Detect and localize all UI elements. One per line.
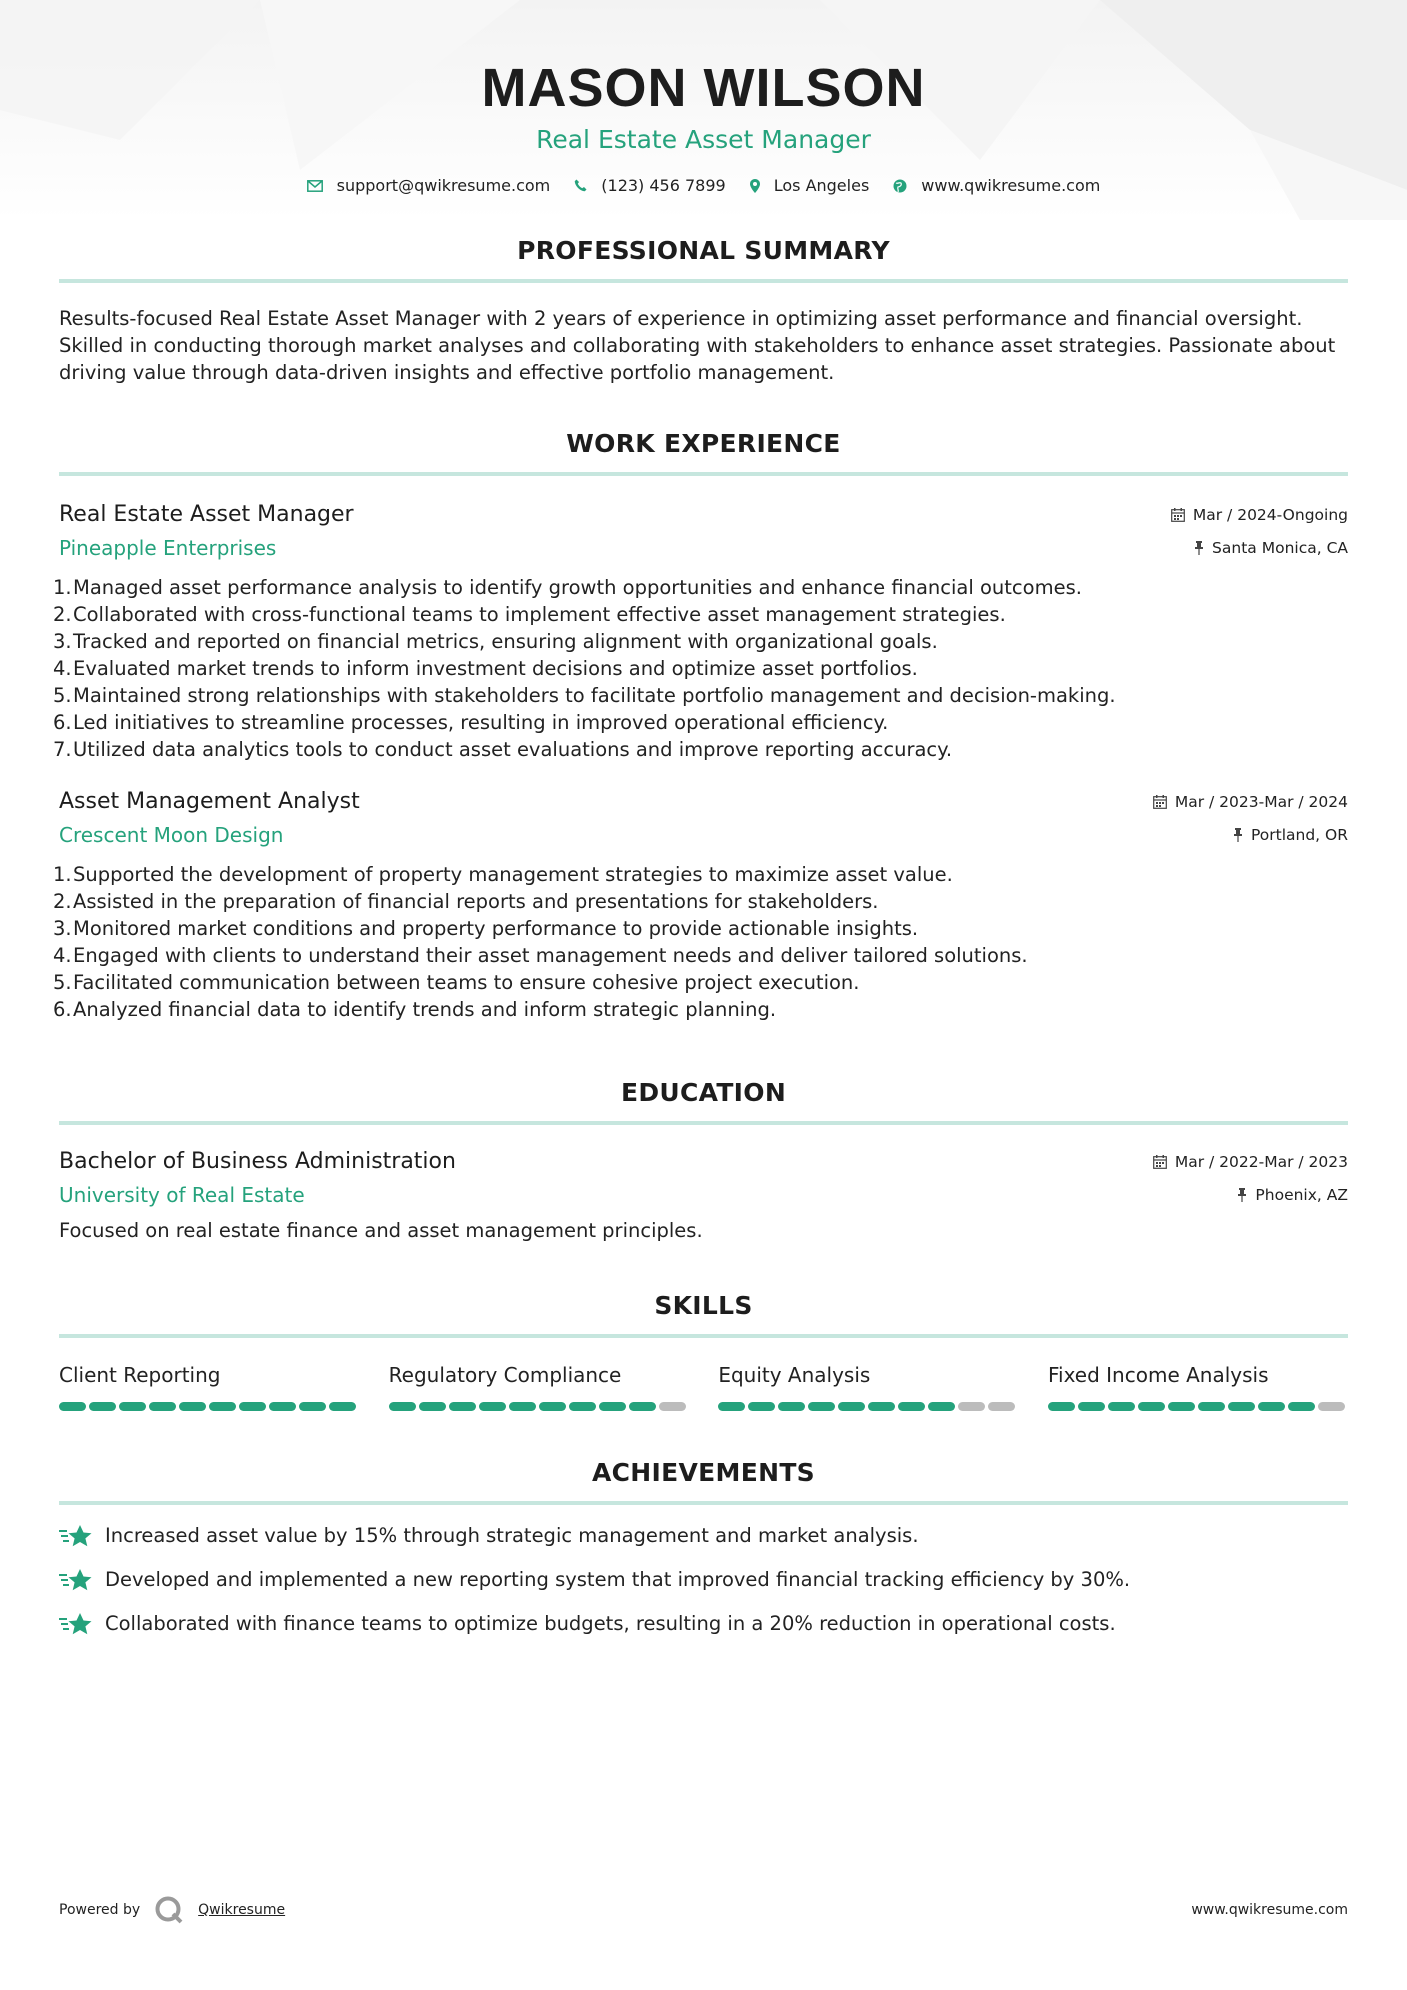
pushpin-icon (1237, 1188, 1247, 1202)
section-title-education: EDUCATION (620, 1078, 787, 1107)
job-dates: Mar / 2024-Ongoing (1171, 504, 1348, 526)
skill-dot-filled (569, 1402, 596, 1411)
list-item: 1. Supported the development of property management strategies to maximize asset value. (53, 863, 953, 886)
skill-dot-filled (1258, 1402, 1285, 1411)
section-divider (59, 1501, 1348, 1505)
skill-dot-filled (1078, 1402, 1105, 1411)
skill-dot-filled (389, 1402, 416, 1411)
education-location: Phoenix, AZ (1237, 1184, 1348, 1206)
summary-text: Results-focused Real Estate Asset Manager with 2 years of experience in optimizing asset performance and financial oversight. Skilled in conducting thorough market analyses and collaborating with stakeholders to enhance asset strategies. Passionate about driving value through data-driven insights and effective portfolio management. (59, 307, 1336, 384)
calendar-icon (1153, 1155, 1167, 1169)
section-divider (59, 1121, 1348, 1125)
skill-dot-filled (599, 1402, 626, 1411)
skill-dot-filled (1198, 1402, 1225, 1411)
company-name: Pineapple Enterprises (59, 536, 277, 560)
star-icon (59, 1567, 93, 1593)
skill-dot-empty (1318, 1402, 1345, 1411)
skill-level-meter (1048, 1402, 1348, 1411)
skill-name: Regulatory Compliance (388, 1363, 622, 1387)
list-item: 7. Utilized data analytics tools to conduct asset evaluations and improve reporting accuracy. (53, 738, 953, 761)
achievements-section (59, 1457, 1348, 1637)
section-divider (59, 279, 1348, 283)
skill-dot-filled (149, 1402, 176, 1411)
calendar-icon (1171, 508, 1185, 522)
list-item: 2. Collaborated with cross-functional teams to implement effective asset management strategies. (53, 603, 1006, 626)
list-item: 3. Tracked and reported on financial metrics, ensuring alignment with organizational goals. (53, 630, 938, 653)
skill-dot-filled (449, 1402, 476, 1411)
experience-section (53, 428, 1348, 1023)
education-entry (59, 1147, 1348, 1244)
list-item: 4. Evaluated market trends to inform investment decisions and optimize asset portfolios. (53, 657, 918, 680)
skill-name: Fixed Income Analysis (1047, 1363, 1269, 1387)
pushpin-icon (1194, 541, 1204, 555)
section-title-summary: PROFESSIONAL SUMMARY (517, 236, 890, 265)
contact-website[interactable] (893, 176, 1100, 195)
achievement-item: Increased asset value by 15% through strategic management and market analysis. (59, 1523, 1348, 1549)
page-footer (59, 1895, 1348, 1925)
skill-dot-filled (838, 1402, 865, 1411)
job-title: Asset Management Analyst (59, 789, 360, 814)
powered-by: Powered by Qwikresume (59, 1895, 285, 1925)
skill-dot-filled (179, 1402, 206, 1411)
job-title: Real Estate Asset Manager (59, 502, 354, 527)
summary-section (59, 235, 1348, 386)
skill-dot-filled (59, 1402, 86, 1411)
resume-header (59, 0, 1348, 195)
skill-name: Equity Analysis (718, 1363, 871, 1387)
skill-dot-filled (119, 1402, 146, 1411)
skill-dot-filled (748, 1402, 775, 1411)
skill-dot-filled (1138, 1402, 1165, 1411)
section-title-experience: WORK EXPERIENCE (566, 429, 841, 458)
skill-dot-empty (988, 1402, 1015, 1411)
email-text: support@qwikresume.com (336, 176, 551, 195)
skill-dot-filled (479, 1402, 506, 1411)
job-dates: Mar / 2023-Mar / 2024 (1153, 791, 1348, 813)
section-divider (59, 472, 1348, 476)
job-bullets (53, 861, 1348, 1023)
pushpin-icon (1233, 828, 1243, 842)
phone-text: (123) 456 7899 (601, 176, 726, 195)
list-item: 6. Analyzed financial data to identify trends and inform strategic planning. (53, 998, 777, 1021)
education-section (59, 1077, 1348, 1244)
star-icon (59, 1523, 93, 1549)
list-item: 6. Led initiatives to streamline processes, resulting in improved operational efficiency. (53, 711, 889, 734)
skill-dot-filled (808, 1402, 835, 1411)
achievement-item: Collaborated with finance teams to optimize budgets, resulting in a 20% reduction in operational costs. (59, 1611, 1348, 1637)
skill-item (389, 1362, 689, 1411)
school-name: University of Real Estate (59, 1183, 305, 1207)
skill-dot-filled (209, 1402, 236, 1411)
candidate-name: MASON WILSON (481, 58, 926, 118)
map-marker-icon (750, 179, 760, 193)
qwikresume-link[interactable]: Qwikresume (198, 1902, 286, 1918)
skill-level-meter (718, 1402, 1018, 1411)
skill-dot-filled (539, 1402, 566, 1411)
skill-dot-filled (1168, 1402, 1195, 1411)
job-location: Portland, OR (1233, 824, 1348, 846)
job-bullets (53, 574, 1348, 763)
skill-item (59, 1362, 359, 1411)
education-description: Focused on real estate finance and asset management principles. (59, 1219, 703, 1242)
skill-dot-filled (89, 1402, 116, 1411)
calendar-icon (1153, 795, 1167, 809)
qwikresume-logo-icon (154, 1895, 184, 1925)
skill-level-meter (389, 1402, 689, 1411)
star-icon (59, 1611, 93, 1637)
skill-dot-filled (1288, 1402, 1315, 1411)
contact-email[interactable] (307, 176, 551, 195)
job-entry (53, 787, 1348, 1023)
education-dates: Mar / 2022-Mar / 2023 (1153, 1151, 1348, 1173)
skill-dot-filled (269, 1402, 296, 1411)
skill-dot-filled (778, 1402, 805, 1411)
list-item: 5. Maintained strong relationships with stakeholders to facilitate portfolio management and decision-making. (53, 684, 1116, 707)
list-item: 1. Managed asset performance analysis to identify growth opportunities and enhance financial outcomes. (53, 576, 1082, 599)
job-entry (53, 500, 1348, 763)
skill-dot-filled (868, 1402, 895, 1411)
skill-item (718, 1362, 1018, 1411)
list-item: 5. Facilitated communication between teams to ensure cohesive project execution. (53, 971, 860, 994)
section-title-achievements: ACHIEVEMENTS (592, 1458, 815, 1487)
section-divider (59, 1334, 1348, 1338)
skill-dot-filled (1228, 1402, 1255, 1411)
footer-website[interactable]: www.qwikresume.com (1191, 1902, 1348, 1918)
skill-dot-filled (299, 1402, 326, 1411)
skill-dot-filled (898, 1402, 925, 1411)
skill-dot-filled (239, 1402, 266, 1411)
skill-item (1048, 1362, 1348, 1411)
website-text: www.qwikresume.com (921, 176, 1101, 195)
contact-bar (59, 176, 1348, 195)
skills-section (59, 1290, 1348, 1411)
skill-dot-empty (958, 1402, 985, 1411)
envelope-icon (307, 180, 323, 192)
skill-dot-filled (329, 1402, 356, 1411)
location-text: Los Angeles (773, 176, 870, 195)
phone-icon (574, 179, 587, 192)
skill-dot-filled (419, 1402, 446, 1411)
achievement-item: Developed and implemented a new reporting system that improved financial tracking efficiency by 30%. (59, 1567, 1348, 1593)
skills-list (59, 1362, 1348, 1411)
skill-dot-filled (509, 1402, 536, 1411)
job-location: Santa Monica, CA (1194, 537, 1348, 559)
candidate-role: Real Estate Asset Manager (536, 125, 871, 154)
skill-dot-filled (1108, 1402, 1135, 1411)
list-item: 2. Assisted in the preparation of financial reports and presentations for stakeholders. (53, 890, 879, 913)
list-item: 4. Engaged with clients to understand their asset management needs and deliver tailored solutions. (53, 944, 1028, 967)
skill-dot-empty (659, 1402, 686, 1411)
skill-dot-filled (928, 1402, 955, 1411)
skill-level-meter (59, 1402, 359, 1411)
contact-phone[interactable] (574, 176, 725, 195)
section-title-skills: SKILLS (654, 1291, 753, 1320)
skill-dot-filled (1048, 1402, 1075, 1411)
skill-dot-filled (629, 1402, 656, 1411)
degree-title: Bachelor of Business Administration (59, 1149, 456, 1174)
skill-name: Client Reporting (59, 1363, 221, 1387)
list-item: 3. Monitored market conditions and property performance to provide actionable insights. (53, 917, 919, 940)
globe-icon (893, 179, 907, 193)
contact-location (750, 176, 870, 195)
skill-dot-filled (718, 1402, 745, 1411)
company-name: Crescent Moon Design (59, 823, 284, 847)
